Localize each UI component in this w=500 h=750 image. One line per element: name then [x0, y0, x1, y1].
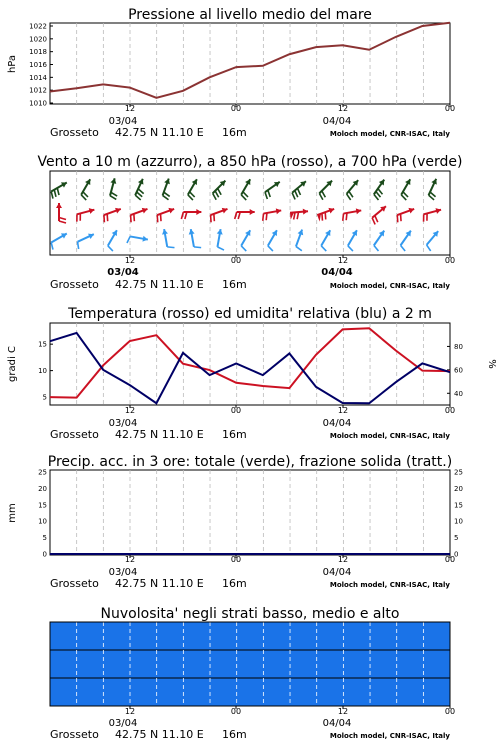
- humidity-line: [50, 333, 450, 403]
- y-tick-label: 15: [38, 501, 47, 510]
- wind-barb: [343, 178, 364, 200]
- y2-tick-label: 15: [454, 501, 463, 510]
- y-tick-label: 1018: [29, 48, 47, 57]
- panel-title: Vento a 10 m (azzurro), a 850 hPa (rosso), a 700 hPa (verde): [37, 154, 463, 170]
- date-label: 04/04: [322, 567, 352, 578]
- wind-barb: [341, 207, 362, 220]
- wind-barb: [235, 209, 255, 219]
- x-tick-label: 00: [230, 555, 242, 564]
- y2-tick-label: 40: [454, 389, 463, 398]
- panel-frame: [50, 323, 450, 405]
- elevation-label: 16m: [222, 126, 247, 139]
- y-tick-label: 1022: [29, 22, 47, 31]
- location-label: Grosseto: [50, 728, 99, 741]
- x-tick-label: 00: [444, 256, 456, 265]
- wind-barb: [74, 231, 96, 249]
- date-label: 03/04: [108, 116, 138, 127]
- wind-barb: [188, 228, 201, 249]
- x-tick-label: 00: [230, 104, 242, 113]
- y-tick-label: 1020: [29, 35, 47, 44]
- wind-barb: [290, 208, 309, 220]
- x-tick-label: 00: [444, 707, 456, 716]
- x-tick-label: 00: [230, 406, 242, 415]
- wind-barb: [421, 207, 443, 222]
- credit-label: Moloch model, CNR-ISAC, Italy: [329, 432, 450, 440]
- y-tick-label: 0: [42, 550, 47, 559]
- panel-3: [7, 454, 463, 590]
- x-tick-label: 00: [230, 707, 242, 716]
- cloud-cover-fill: [50, 622, 450, 706]
- wind-barb: [318, 229, 337, 251]
- wind-barb: [425, 178, 443, 200]
- y-tick-label: 5: [42, 534, 47, 543]
- wind-barb: [344, 229, 363, 251]
- date-label: 04/04: [322, 718, 352, 729]
- date-label: 04/04: [321, 267, 353, 278]
- wind-barb: [184, 178, 203, 200]
- wind-barb: [261, 207, 282, 220]
- date-label: 04/04: [322, 418, 352, 429]
- y2-tick-label: 5: [454, 534, 459, 543]
- x-tick-label: 00: [230, 256, 242, 265]
- coords-label: 42.75 N 11.10 E: [115, 577, 204, 590]
- wind-barb: [262, 179, 284, 199]
- wind-barb: [370, 178, 390, 200]
- date-label: 04/04: [322, 116, 352, 127]
- x-tick-label: 00: [444, 555, 456, 564]
- y-tick-label: 25: [38, 468, 47, 477]
- y-tick-label: 5: [42, 393, 47, 402]
- panel-frame: [50, 23, 450, 104]
- wind-barb: [370, 229, 390, 251]
- wind-barb: [238, 229, 257, 251]
- panel-title: Pressione al livello medio del mare: [128, 7, 372, 23]
- y-tick-label: 10: [38, 517, 47, 526]
- wind-barb: [161, 228, 174, 249]
- elevation-label: 16m: [222, 728, 247, 741]
- y-tick-label: 1014: [29, 73, 47, 82]
- x-tick-label: 12: [124, 555, 136, 564]
- y-tick-label: 1012: [29, 86, 47, 95]
- y-axis-label: gradi C: [7, 346, 18, 382]
- y2-tick-label: 80: [454, 342, 463, 351]
- x-tick-label: 12: [337, 104, 349, 113]
- date-label: 03/04: [107, 267, 139, 278]
- panel-1: [37, 154, 462, 291]
- x-tick-label: 00: [444, 104, 456, 113]
- x-tick-label: 00: [444, 406, 456, 415]
- wind-barb: [78, 178, 97, 200]
- wind-barb: [154, 206, 176, 222]
- wind-barb: [292, 229, 308, 251]
- credit-label: Moloch model, CNR-ISAC, Italy: [329, 130, 450, 138]
- elevation-label: 16m: [222, 577, 247, 590]
- coords-label: 42.75 N 11.10 E: [115, 278, 204, 291]
- wind-barb: [107, 178, 122, 200]
- wind-barb: [48, 180, 70, 199]
- wind-barb: [104, 229, 123, 251]
- y-tick-label: 20: [38, 484, 47, 493]
- location-label: Grosseto: [50, 428, 99, 441]
- wind-barb: [423, 229, 444, 251]
- wind-barb: [214, 229, 227, 250]
- credit-label: Moloch model, CNR-ISAC, Italy: [329, 581, 450, 589]
- x-tick-label: 12: [124, 707, 136, 716]
- wind-barb: [101, 206, 123, 222]
- y2-axis-label: %: [486, 359, 497, 369]
- location-label: Grosseto: [50, 278, 99, 291]
- x-tick-label: 12: [337, 707, 349, 716]
- coords-label: 42.75 N 11.10 E: [115, 428, 204, 441]
- wind-barb: [398, 178, 417, 200]
- elevation-label: 16m: [222, 428, 247, 441]
- wind-barb: [316, 179, 337, 200]
- y-tick-label: 1010: [29, 99, 47, 108]
- wind-barb: [316, 206, 336, 222]
- panel-4: [50, 606, 455, 741]
- panel-title: Nuvolosita' negli strati basso, medio e alto: [100, 606, 400, 622]
- x-tick-label: 12: [124, 256, 136, 265]
- panel-0: [7, 7, 455, 139]
- panel-title: Precip. acc. in 3 ore: totale (verde), frazione solida (tratt.): [47, 454, 453, 470]
- date-label: 03/04: [108, 718, 138, 729]
- panel-2: [7, 306, 497, 441]
- y2-tick-label: 10: [454, 517, 463, 526]
- credit-label: Moloch model, CNR-ISAC, Italy: [329, 732, 450, 740]
- elevation-label: 16m: [222, 278, 247, 291]
- pressure-line: [50, 23, 450, 98]
- panel-title: Temperatura (rosso) ed umidita' relativa (blu) a 2 m: [68, 306, 432, 322]
- y-axis-label: hPa: [7, 54, 18, 74]
- coords-label: 42.75 N 11.10 E: [115, 728, 204, 741]
- x-tick-label: 12: [337, 555, 349, 564]
- wind-barb: [159, 178, 175, 200]
- coords-label: 42.75 N 11.10 E: [115, 126, 204, 139]
- date-label: 03/04: [108, 567, 138, 578]
- wind-barb: [369, 204, 391, 225]
- wind-barb: [264, 229, 283, 251]
- x-tick-label: 12: [337, 406, 349, 415]
- y-tick-label: 10: [38, 367, 47, 376]
- wind-barb: [209, 179, 230, 200]
- date-label: 03/04: [108, 418, 138, 429]
- wind-barb: [74, 207, 96, 222]
- y-axis-label: mm: [7, 503, 18, 523]
- location-label: Grosseto: [50, 577, 99, 590]
- x-tick-label: 12: [337, 256, 349, 265]
- wind-barb: [56, 203, 66, 223]
- wind-barb: [289, 179, 311, 200]
- credit-label: Moloch model, CNR-ISAC, Italy: [329, 282, 450, 290]
- wind-barb: [132, 178, 150, 200]
- y2-tick-label: 0: [454, 550, 459, 559]
- y2-tick-label: 60: [454, 366, 463, 375]
- wind-barb: [394, 206, 416, 222]
- wind-barb: [208, 206, 230, 222]
- wind-barb: [181, 209, 201, 219]
- wind-barb: [128, 206, 150, 222]
- x-tick-label: 12: [124, 406, 136, 415]
- y-tick-label: 1016: [29, 61, 47, 69]
- panel-frame: [50, 470, 450, 555]
- x-tick-label: 12: [124, 104, 136, 113]
- location-label: Grosseto: [50, 126, 99, 139]
- y-tick-label: 15: [38, 340, 47, 349]
- y2-tick-label: 25: [454, 468, 463, 477]
- y2-tick-label: 20: [454, 484, 463, 493]
- wind-barb: [238, 178, 257, 200]
- wind-barb: [48, 231, 70, 250]
- wind-barb: [397, 229, 417, 251]
